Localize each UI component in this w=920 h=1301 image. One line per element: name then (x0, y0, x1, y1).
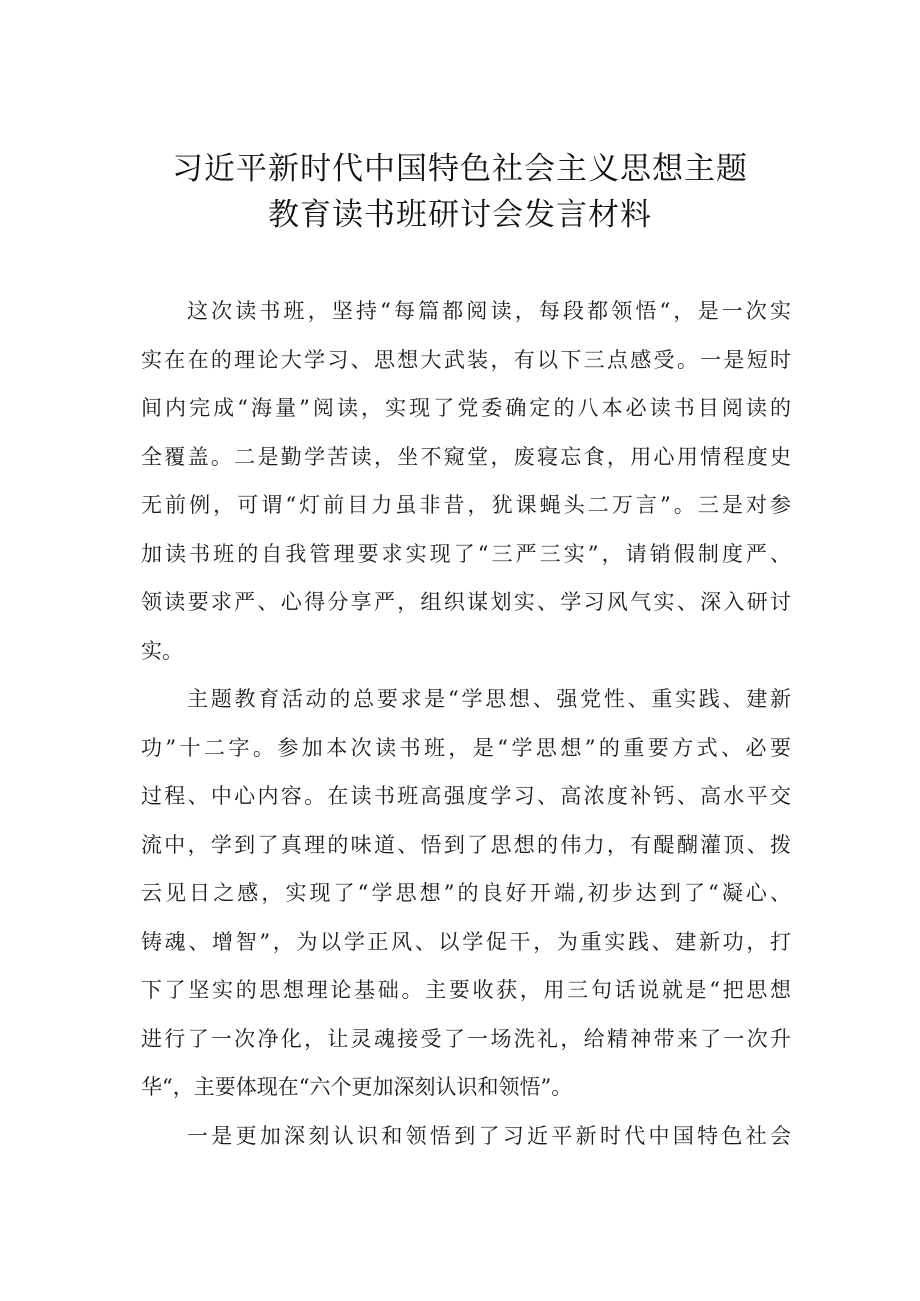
paragraph-1-line-5: 无前例，可谓“灯前目力虽非昔，犹课蝇头二万言”。三是对参 (141, 493, 791, 517)
paragraph-2-line-6: 铸魂、增智”，为以学正风、以学促干，为重实践、建新功，打 (141, 929, 791, 954)
paragraph-2-line-1: 主题教育活动的总要求是“学思想、强党性、重实践、建新 (187, 687, 791, 711)
paragraph-2-line-3: 过程、中心内容。在读书班高强度学习、高浓度补钙、高水平交 (141, 784, 791, 808)
body-text (141, 287, 791, 1160)
paragraph-2-line-4: 流中，学到了真理的味道、悟到了思想的伟力，有醍醐灌顶、拨 (141, 832, 791, 857)
paragraph-1-line-3: 间内完成“海量”阅读，实现了党委确定的八本必读书目阅读的 (141, 396, 791, 420)
title-line-1: 习近平新时代中国特色社会主义思想主题 (172, 151, 748, 187)
paragraph-3-line-1: 一是更加深刻认识和领悟到了习近平新时代中国特色社会 (187, 1123, 791, 1148)
paragraph-1-line-6: 加读书班的自我管理要求实现了“三严三实”，请销假制度严、 (141, 541, 791, 566)
paragraph-1-line-7: 领读要求严、心得分享严，组织谋划实、学习风气实、深入研讨 (141, 590, 791, 614)
paragraph-2-line-7: 下了坚实的思想理论基础。主要收获，用三句话说就是“把思想 (141, 978, 791, 1002)
paragraph-1-line-8: 实。 (141, 638, 183, 663)
paragraph-2-line-5: 云见日之感，实现了“学思想”的良好开端,初步达到了“凝心、 (141, 881, 791, 905)
paragraph-2-line-9: 华“，主要体现在“六个更加深刻认识和领悟”。 (141, 1075, 573, 1099)
title-line-2: 教育读书班研讨会发言材料 (268, 197, 652, 233)
paragraph-1-line-2: 实在在的理论大学习、思想大武装，有以下三点感受。一是短时 (141, 347, 791, 372)
paragraph-1-line-1: 这次读书班，坚持“每篇都阅读，每段都领悟“，是一次实 (187, 299, 791, 323)
paragraph-1-line-4: 全覆盖。二是勤学苦读，坐不窥堂，废寝忘食，用心用情程度史 (141, 444, 791, 469)
paragraph-2-line-2: 功”十二字。参加本次读书班，是“学思想”的重要方式、必要 (141, 735, 791, 760)
paragraph-2-line-8: 进行了一次净化，让灵魂接受了一场洗礼，给精神带来了一次升 (141, 1026, 791, 1051)
